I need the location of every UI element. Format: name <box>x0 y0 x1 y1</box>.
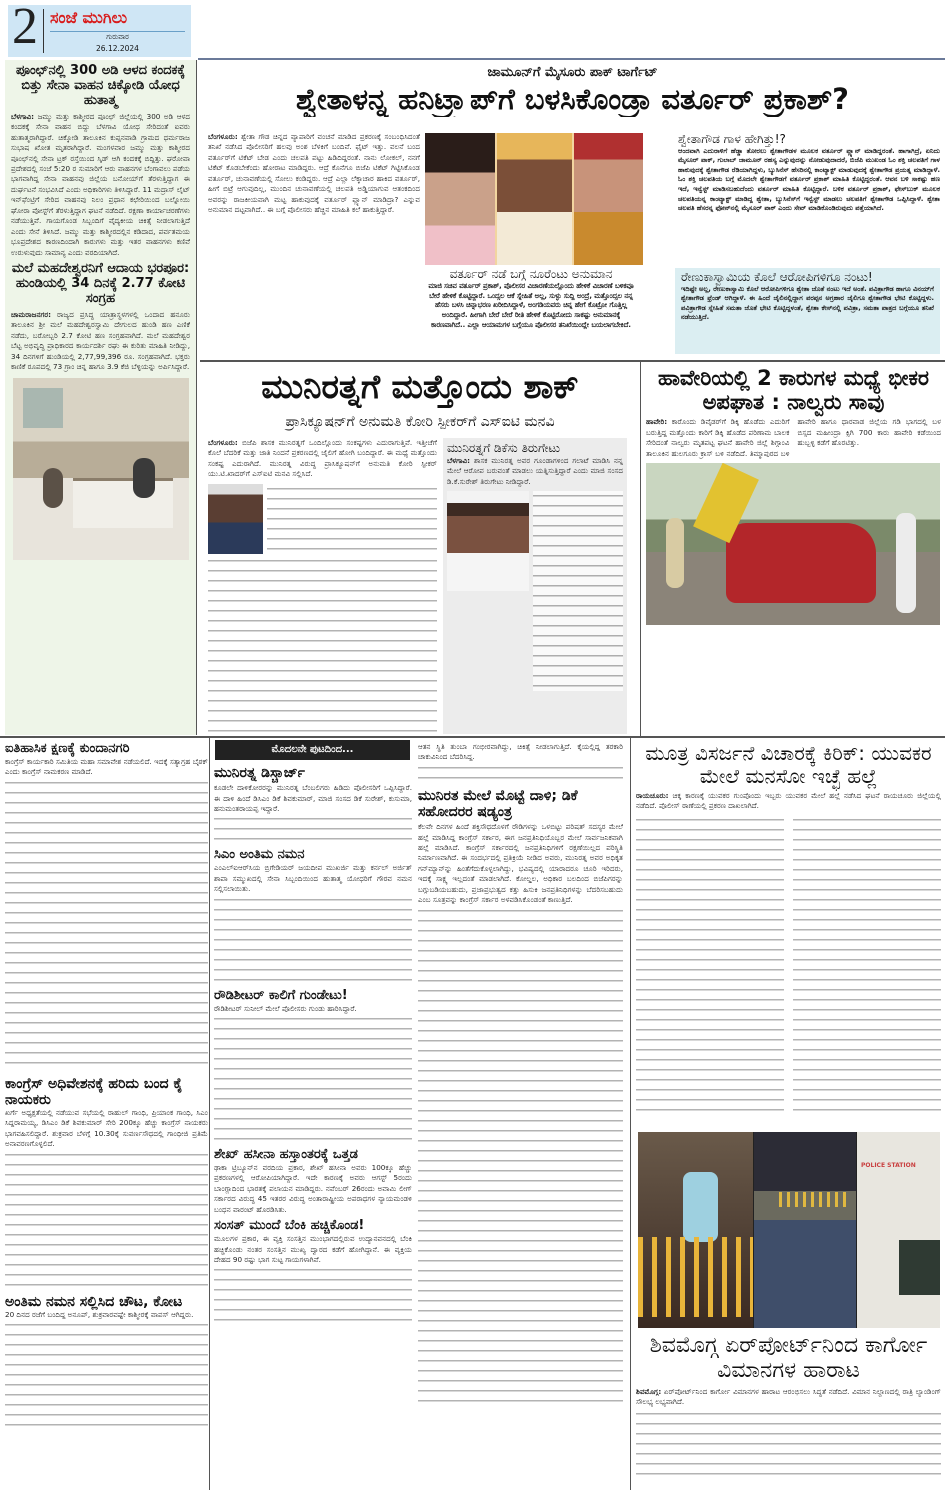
sidebar-body: ಆಂದವಾಗಿ ಎದುರಾಳಿಗೆ ಹೆಡ್ಡಾ ತೋರಲು ಶ್ವೇತಾಗೌಡಳ ಮೂಲಕ ವರ್ತೂರ್ ಪ್ಲ್ಯಾನ್ ಮಾಡಿದ್ದರಂತೆ. ಹಾಗಾಗಿದ್ರೆ, ಏನಿದು ಮೈಸೂರ್ ಪಾಕ್, ಗುಲಾಬ್ ಜಾಮೂನ್ ರಹಸ್ಯ ಎನ್ನುವುದನ್ನು ನೋಡುವುದಾದರೆ, ಬಿಜೆಪಿ ಮುಖಂಡ ಓಂ ಶಕ್ತಿ ಚಲಪತಿಗೆ ಗಾಳ ಹಾಕುವುದಕ್ಕೆ ಶ್ವೇತಾಗೌಡ ರೆಡಿಯಾಗಿದ್ದಳು, ಬ್ಯುಸಿನೆಸ್ ಹೆಸರಿನಲ್ಲಿ ಕಾಂಟ್ಯಾಕ್ಟ್ ಮಾಡುವುದಕ್ಕೆ ಶ್ವೇತಾಗೌಡ ಪ್ರಯತ್ನ ಮಾಡಿದ್ದಾಳೆ. ಓಂ ಶಕ್ತಿ ಚಲಪತಿಯ ಬಗ್ಗೆ ಮೊದಲೇ ಶ್ವೇತಾಗೌಡಗೆ ವರ್ತೂರ್ ಪ್ರಕಾಶ್ ಮಾಹಿತಿ ಕೊಟ್ಟಿದ್ದರಂತೆ. ಆವನ ಬಳಿ ಸಾಕಷ್ಟು ಹಣ ಇದೆ, ಇನ್ವೆಸ್ಟ್ ಮಾಡಿಸಬಹುದೆಂದು ವರ್ತೂರ್ ಮಾಹಿತಿ ಕೊಟ್ಟಿದ್ದಾರೆ. ಬಳಿಕ ವರ್ತೂರ್ ಪ್ರಕಾಶ್, ಫೇಸ್‌ಬುಕ್ ಮೂಲಕ ಚಲಪತಿಯನ್ನ ಕಾಂಟ್ಯಾಕ್ಟ್ ಮಾಡಿದ್ದ ಶ್ವೇತಾ, ಬ್ಯುಸಿನೆಸ್‌ಗೆ ಇನ್ವೆಸ್ಟ್ ಮಾಡಲು ಚಲಪತಿಗೆ ಶ್ವೇತಾಗೌಡ ಒಪ್ಪಿಸಿದ್ದಾಳೆ. ಶ್ವೇತಾ ಚಲಪತಿ ಹೆಸರನ್ನ ಫೋನ್‌ನಲ್ಲಿ ಮೈಸೂರ್ ಪಾಕ್ ಎಂದು ಸೇವ್ ಮಾಡಿಕೊಂಡಿರುವುದು ಪತ್ತೆಯಾಗಿದೆ. <box>678 146 940 213</box>
dateline: ಶಿವಮೊಗ್ಗ: <box>636 1386 662 1396</box>
story-body: ಚಿಕ್ಕ ಕಾರಣಕ್ಕೆ ಯುವಕರ ಗುಂಪೊಂದು ಇಬ್ಬರು ಯುವಕರ ಮೇಲೆ ಹಲ್ಲೆ ನಡೆಸಿದ ಘಟನೆ ರಾಯಚೂರು ಜಿಲ್ಲೆಯಲ್ಲಿ ನಡೆದಿದೆ. ಪೊಲೀಸ್ ಠಾಣೆಯಲ್ಲಿ ಪ್ರಕರಣ ದಾಖಲಾಗಿದೆ. <box>636 791 941 811</box>
story-body: ಆತನ ಸ್ಥಿತಿ ತುಂಬಾ ಗಂಭೀರವಾಗಿದ್ದು, ಚಿಕಿತ್ಸೆ ನೀಡಲಾಗುತ್ತಿದೆ. ಕೈಯಲ್ಲಿದ್ದ ತರಕಾರಿ ಚಾಕುವಿನಿಂದ ಬೆದರಿಸಿದ್ದ. <box>418 742 623 762</box>
box-body: ಶಾಸಕ ಮುನಿರತ್ನ ಅವರ ಗೂಂಡಾಗಳಿಂದ ಗಲಾಟೆ ಮಾಡಿಸಿ ನನ್ನ ಮೇಲೆ ಆರೋಪ ಬರುವಂತೆ ಮಾಡಲು ಯತ್ನಿಸುತ್ತಿದ್ದಾರೆ ಎಂದು ಮಾಜಿ ಸಂಸದ ಡಿ.ಕೆ.ಸುರೇಶ್ ತಿರುಗೇಟು ನೀಡಿದ್ದಾರೆ. <box>447 455 623 486</box>
story-body: ಶ್ವೇತಾ ಗೌಡ ಚಿನ್ನದ ವ್ಯಾಪಾರಿಗೆ ವಂಚನೆ ಮಾಡಿದ ಪ್ರಕರಣಕ್ಕೆ ಸಂಬಂಧಿಸಿದಂತೆ ತನಿಖೆ ನಡೆಸಿದ ಪೊಲೀಸರಿಗೆ ಹಲವು ಅಂಶ ಬೆಳಕಿಗೆ ಬಂದಿವೆ. ಫೈಟ್ ಇತ್ತು. ವಲನೆ ಬಂದ ವರ್ತೂರ್‌ಗೆ ಟಿಕೆಟ್ ಬೇಡ ಎಂದು ಚಲಪತಿ ಪಟ್ಟು ಹಿಡಿದಿದ್ದರಂತೆ. ನಾನು ಲೋಕಲ್, ನನಗೆ ಟಿಕೆಟ್ ಕೊಡಬೇಕೆಂದು ಹೋರಾಟ ಮಾಡಿದ್ದರು. ಆದ್ರೆ ಕೊನೆಗೂ ಬಿಜೆಪಿ ಟಿಕೆಟ್ ಗಿಟ್ಟಿಸಿಕೊಂಡ ವರ್ತೂರ್, ಚುನಾವಣೆಯಲ್ಲಿ ಸೋಲು ಕಂಡಿದ್ದರು. ಆದ್ರೆ ಎಲ್ಲಾ ಲೆಕ್ಕಾಚಾರ ಹಾಕಿದ ವರ್ತೂರ್, ಹೀಗೆ ಬಿಟ್ರೆ ಆಗುವುದಿಲ್ಲ, ಮುಂದಿನ ಚುನಾವಣೆಯಲ್ಲಿ ಚಲಪತಿ ಅಡ್ಡಿಯಾಗುವ ಆತಂಕದಿಂದ ಅವರನ್ನು ರಾಜಕೀಯವಾಗಿ ಮಟ್ಟ ಹಾಕುವುದಕ್ಕೆ ವರ್ತೂರ್ ಪ್ಲ್ಯಾನ್ ಮಾಡಿದ್ರಾ? ಎನ್ನುವ ಅನುಮಾನ ದಟ್ಟವಾಗಿದೆ.. ಈ ಬಗ್ಗೆ ಪೊಲೀಸರು ಹೆಚ್ಚಿನ ಮಾಹಿತಿ ಕಲೆ ಹಾಕುತ್ತಿದ್ದಾರೆ. <box>208 132 420 215</box>
dateline: ಬೆಂಗಳೂರು: <box>208 438 238 447</box>
photo-urination-incident <box>638 1132 940 1328</box>
masthead <box>8 0 191 57</box>
lead-headline: ಶ್ವೇತಾಳನ್ನ ಹನಿಟ್ರ್ಯಾಪ್‌ಗೆ ಬಳಸಿಕೊಂಡ್ರಾ ವರ್ತೂರ್ ಪ್ರಕಾಶ್? <box>296 82 849 116</box>
urination-story <box>636 742 941 1127</box>
photo-official <box>208 484 263 554</box>
headline: ರೌಡಿಶೀಟರ್ ಕಾಲಿಗೆ ಗುಂಡೇಟು! <box>214 987 348 1003</box>
headline: ಮುನಿರತ್ನ ಡಿಸ್ಚಾರ್ಜ್ <box>214 765 305 781</box>
lead-kicker: ಜಾಮೂನ್‌ಗೆ ಮೈಸೂರು ಪಾಕ್ ಟಾರ್ಗೆಟ್ <box>487 65 658 80</box>
dk-suresh-box <box>443 438 627 734</box>
story-body: ಬಿಜೆಪಿ ಶಾಸಕ ಮುನಿರತ್ನಗೆ ಒಂದಿಲ್ಲೊಂದು ಸಂಕಷ್ಟಗಳು ಎದುರಾಗುತ್ತಿವೆ. ಇತ್ತೀಚೆಗೆ ಕೊಲೆ ಬೆದರಿಕೆ ಮತ್ತು ಜಾತಿ ನಿಂದನೆ ಪ್ರಕರಣದಲ್ಲಿ ಜೈಲಿಗೆ ಹೋಗಿ ಬಂದಿದ್ದಾರೆ. ಈ ಮಧ್ಯೆ ಮತ್ತೊಂದು ಸಂಕಷ್ಟ ಎದುರಾಗಿದೆ. ಮುನಿರತ್ನ ವಿರುದ್ಧ ಪ್ರಾಸಿಕ್ಯೂಷನ್‌ಗೆ ಅನುಮತಿ ಕೋರಿ ಸ್ಪೀಕರ್ ಯು.ಟಿ.ಖಾದರ್‌ಗೆ ಎಸ್‌ಐಟಿ ಮನವಿ ಸಲ್ಲಿಸಿದೆ. <box>208 438 437 479</box>
headline: ಶೇಖ್ ಹಸೀನಾ ಹಸ್ತಾಂತರಕ್ಕೆ ಒತ್ತಡ <box>214 1147 358 1163</box>
photo-caption <box>425 268 637 358</box>
box-body: ಇದಿಷ್ಟೇ ಅಲ್ಲ, ರೇಣುಕಾಸ್ವಾಮಿ ಕೊಲೆ ಆರೋಪಿಗಳಿಗೂ ಶ್ವೇತಾ ಜೊತೆ ನಂಟು ಇದೆ ಅಂತೆ. ಪವಿತ್ರಾಗೌಡ ಹಾಗೂ ವಿನಯ್‌ಗೆ ಶ್ವೇತಾಗೌಡ ಫ್ರೆಂಡ್ ಆಗಿದ್ದಾಳೆ. ಈ ಹಿಂದೆ ಜೈಲಿನಲ್ಲಿದ್ದಾಗ ಪರಪ್ಪನ ಅಗ್ರಹಾರ ಜೈಲಿಗೂ ಶ್ವೇತಾಗೌಡ ಭೇಟಿ ಕೊಟ್ಟಿದ್ದಳು. ಪವಿತ್ರಾಗೌಡ ಸ್ನೇಹಿತೆ ಸಮತಾ ಜೊತೆ ಭೇಟಿ ಕೊಟ್ಟಿದ್ದಳಂತೆ, ಶ್ವೇತಾ ಕೇಸ್‌ನಲ್ಲಿ ಪವಿತ್ರಾ, ಸಮತಾ ಪಾತ್ರದ ಬಗ್ಗೆಯೂ ತನಿಖೆ ನಡೆಯುತ್ತಿದೆ. <box>681 284 934 322</box>
story-body: ಕಾರೊಂದು ಡಿವೈಡರ್‌ಗೆ ಡಿಕ್ಕಿ ಹೊಡೆದು ಎದುರಿಗೆ ಬರುತ್ತಿದ್ದ ಮತ್ತೊಂದು ಕಾರಿಗೆ ಡಿಕ್ಕಿ ಹೊಡೆದ ಪರಿಣಾಮ ಬಾಲಕ ಸೇರಿದಂತೆ ನಾಲ್ವರು ಮೃತಪಟ್ಟ ಘಟನೆ ಹಾವೇರಿ ಜಿಲ್ಲೆ ಶಿಗ್ಗಾಂವಿ ತಾಲೂಕಿನ ಹುಲಗೂರು ಕ್ರಾಸ್ ಬಳಿ ನಡೆದಿದೆ. ತಿಮ್ಮಾಪುರದ ಬಳಿ ಹಾವೇರಿ ಹಾಗೂ ಧಾರವಾಡ ಜಿಲ್ಲೆಯ ಗಡಿ ಭಾಗದಲ್ಲಿ ಬಳ ಬಿಸ್ಸದ ಮಹೀಂದ್ರಾ ಕ್ಸಿಗಿ 700 ಕಾರು ಹಾವೇರಿ ಕಡೆಯಿಂದ ಹುಬ್ಬಳ್ಳಿ ಕಡೆಗೆ ಹೊರಟಿತ್ತು. <box>646 417 941 458</box>
story-body: ಕೆಲವೇ ದಿನಗಳ ಹಿಂದೆ ಶಕ್ತಿಸೌಧದೊಳಗೆ ರೌಡಿಗಳನ್ನು ಒಳಬಿಟ್ಟು ಪರಿಷತ್ ಸದಸ್ಯರ ಮೇಲೆ ಹಲ್ಲೆ ಮಾಡಿಸಿದ್ದ ಕಾಂಗ್ರೆಸ್ ಸರ್ಕಾರ, ಈಗ ಜನಪ್ರತಿನಿಧಿಯೊಬ್ಬರ ಮೇಲೆ ಸಾರ್ವಜನಿಕವಾಗಿ ಹಲ್ಲೆ ಮಾಡಿಸಿದೆ. ಕಾಂಗ್ರೆಸ್ ಸರ್ಕಾರದಲ್ಲಿ ಜನಪ್ರತಿನಿಧಿಗಳಿಗೆ ರಕ್ಷಣೆಯಿಲ್ಲದ ಪರಿಸ್ಥಿತಿ ನಿರ್ಮಾಣವಾಗಿದೆ. ಈ ಸಂದರ್ಭದಲ್ಲಿ ಪ್ರತಿಕ್ರಿಯೆ ನೀಡಿದ ಅವರು, ಮುನಿರತ್ನ ಅವರ ಅಧಿಕೃತ ಗನ್‌ಮ್ಯಾನ್‌ನ್ನು ಹಿಂತೆಗೆದುಕೊಳ್ಳಲಾಗಿದ್ದು, ಭವಿಷ್ಯದಲ್ಲಿ ಯಾರಾದರೂ ಚೂರಿ ಇರಿದರು, ಇದಕ್ಕೆ ಸಾಕ್ಷ್ಯ ಇಲ್ಲದಂತೆ ಮಾಡಲಾಗಿದೆ. ಕೋಲ್ಡಲ, ಅಧಿಕಾರ ಬಲದಿಂದ ಬಿಜೆಪಿಗರನ್ನು ಬಗ್ಗುಬಡಿಯಬಹುದು, ಪ್ರಜಾಪ್ರಭುತ್ವದ ಕತ್ತು ಹಿಸುಕಿ ಜನಪ್ರತಿನಿಧಿಗಳನ್ನು ಬೆದರಿಸಬಹುದು ಎಂಬ ಸೂತ್ರವನ್ನು ಕಾಂಗ್ರೆಸ್ ಸರ್ಕಾರ ಅಳವಡಿಸಿಕೊಂಡಂತೆ ಕಾಣುತ್ತಿದೆ. <box>418 822 623 905</box>
photo-crowd <box>638 1132 753 1328</box>
lead-header <box>200 64 945 130</box>
headline: ಅಂತಿಮ ನಮನ ಸಲ್ಲಿಸಿದ ಚೌಟ, ಕೋಟ <box>5 1293 183 1310</box>
accident-story <box>646 366 941 734</box>
photo-caption-body: ಮಾಜಿ ಸಚಿವ ವರ್ತೂರ್ ಪ್ರಕಾಶ್, ಪೊಲೀಸರ ವಿಚಾರಣೆಯಲ್ಲೊಂದು ಹೇಳಿಕೆ ವಿಚಾರಣೆ ಬಳಿಕವೂ ಬೇರೆ ಹೇಳಿಕೆ ಕೊಟ್ಟಿದ್ದಾರೆ. ಒಂದ್ಸಲ ಆಕೆ ಸ್ನೇಹಿತೆ ಅಲ್ಲ, ಸುಳ್ಳು ಸುದ್ದಿ ಅಂದ್ರೆ, ಮತ್ತೊಂದ್ಸಲ ನನ್ನ ಹೆಸರು ಬಳಸಿ ಚಿನ್ನಾಭರಣ ಖರೀದಿಸಿದ್ದಾಳೆ, ಅಂಗಡಿಯವರು ಚಿನ್ನ ಹೇಗೆ ಕೊಟ್ರೋ ಗೊತ್ತಿಲ್ಲ ಅಂದಿದ್ದಾರೆ. ಹೀಗಾಗಿ ಬೇರೆ ಬೇರೆ ರೀತಿ ಹೇಳಿಕೆ ಕೊಟ್ಟಿರೋದು ಸಾಕಷ್ಟು ಅನುಮಾನಕ್ಕೆ ಕಾರಣವಾಗಿದೆ.. ಎಲ್ಲಾ ಆಯಾಮಗಳ ಬಗ್ಗೆಯೂ ಪೊಲೀಸರ ತನಿಖೆಯಿಂದ್ಲೇ ಬಯಲಾಗಬೇಕಿದೆ. <box>428 281 634 330</box>
airport-body <box>636 1387 941 1408</box>
photo-police-station <box>857 1132 940 1328</box>
accident-headline: ಹಾವೇರಿಯಲ್ಲಿ 2 ಕಾರುಗಳ ಮಧ್ಯೆ ಭೀಕರ ಅಪಘಾತ : ನಾಲ್ವರು ಸಾವು <box>657 366 930 415</box>
accident-body <box>646 417 941 459</box>
munirathna-story <box>205 366 635 734</box>
continued-col2 <box>418 742 623 1487</box>
police-station-sign: POLICE STATION <box>861 1162 916 1169</box>
story-poonch <box>5 60 196 258</box>
lead-photos <box>425 133 643 265</box>
story-body: ಕೂಡಲೇ ದಾಳಿಕೋರರನ್ನು ಮುನಿರತ್ನ ಬೆಂಬಲಿಗರು ಹಿಡಿದು ಪೊಲೀಸರಿಗೆ ಒಪ್ಪಿಸಿದ್ದಾರೆ. ಈ ದಾಳಿ ಹಿಂದೆ ಡಿಸಿಎಂ ಡಿಕೆ ಶಿವಕುಮಾರ್, ಮಾಜಿ ಸಂಸದ ಡಿಕೆ ಸುರೇಶ್, ಕುಸುಮಾ, ಹನುಮಂತರಾಯಪ್ಪ ಇದ್ದಾರೆ. <box>214 783 412 813</box>
lead-body <box>208 132 420 357</box>
left-column-top <box>5 60 197 735</box>
paper-name-logo: ಸಂಜೆ ಮುಗಿಲು <box>50 8 128 27</box>
headline: ಮಲೆ ಮಹದೇಶ್ವರನಿಗೆ ಆದಾಯ ಭರಪೂರ: ಹುಂಡಿಯಲ್ಲಿ 34 ದಿನಕ್ಕೆ 2.77 ಕೋಟಿ ಸಂಗ್ರಹ <box>11 260 190 306</box>
dateline: ಬೆಳಗಾವಿ: <box>11 111 35 121</box>
story-body: ಎಂಎಲ್‌ಐಆರ್‌ಸಿಯ ಬ್ರಿಗೇಡಿಯರ್ ಜಯದೀಪ ಮುಖರ್ಜಿ ಮತ್ತು ಕರ್ನಲ್ ಅರ್ಜಿತ್ ಶಾಪಾ ಸಮ್ಮುಖದಲ್ಲಿ ಸೇನಾ ಸಿಬ್ಬಂದಿಯಿಂದ ಹುತಾತ್ಮ ಯೋಧರಿಗೆ ಗೌರವ ನಮನ ಸಲ್ಲಿಸಲಾಯಿತು. <box>214 863 412 894</box>
munirathna-body <box>208 438 437 480</box>
box-headline: ಮುನಿರತ್ನಗೆ ಡಿಕೆಸು ತಿರುಗೇಟು <box>447 441 561 455</box>
photo-street <box>754 1132 856 1328</box>
headline: ಮುನಿರತ ಮೇಲೆ ಮೊಟ್ಟೆ ದಾಳಿ; ಡಿಕೆ ಸಹೋದರರ ಷಡ್ಯಂತ್ರ <box>418 787 578 820</box>
headline: ಸಿಎಂ ಅಂತಿಮ ನಮನ <box>214 847 305 863</box>
issue-day: ಗುರುವಾರ <box>106 33 129 41</box>
story-body: ಕಾಂಗ್ರೆಸ್ ಕಾರ್ಯಕಾರಿ ಸಮಿತಿಯ ಮಹಾ ಸಮಾವೇಶ ನಡೆಯಲಿದೆ. ಇದಕ್ಕೆ ಸತ್ಯಾಗ್ರಹ ಬೈಠಕ್ ಎಂದು ಕಾಂಗ್ರೆಸ್ ನಾಮಕರಣ ಮಾಡಿದೆ. <box>5 756 208 777</box>
munirathna-body-continued <box>208 556 437 734</box>
photo-woman <box>574 133 643 265</box>
page-number: 2 <box>12 0 38 55</box>
urination-headline: ಮೂತ್ರ ವಿಸರ್ಜನೆ ವಿಚಾರಕ್ಕೆ ಕಿರಿಕ್: ಯುವಕರ ಮೇಲೆ ಮನಸೋ ಇಚ್ಛೆ ಹಲ್ಲೆ <box>645 742 932 788</box>
bottom-left-column <box>5 742 208 1487</box>
photo-varthur-prakash <box>497 133 572 265</box>
photo-dk-suresh <box>447 491 529 591</box>
story-body: 20 ದಿನದ ರಜೆಗೆ ಬಂದಿದ್ದ ಅನೂಪ್, ಶುಕ್ರವಾರವಷ್ಟೇ ಕಾಶ್ಮೀರಕ್ಕೆ ವಾಪಸ್ ಆಗಿದ್ದರು. <box>5 1309 194 1319</box>
story-body: ರಾಜ್ಯದ ಪ್ರಸಿದ್ಧ ಯಾತ್ರಾಸ್ಥಳಗಳಲ್ಲಿ ಒಂದಾದ ಹನೂರು ತಾಲೂಕಿನ ಶ್ರೀ ಮಲೆ ಮಹದೇಶ್ವರಸ್ವಾಮಿ ದೇಗುಲದ ಹುಂಡಿ ಹಣ ಎಣಿಕೆ ನಡೆದು, ಬರೋಬ್ಬರಿ 2.7 ಕೋಟಿ ಹಣ ಸಂಗ್ರಹವಾಗಿದೆ. ಮಲೆ ಮಹದೇಶ್ವರ ಬೆಟ್ಟ ಅಭಿವೃದ್ಧಿ ಪ್ರಾಧಿಕಾರದ ಕಾರ್ಯದರ್ಶಿ ರಘು ಈ ಕುರಿತು ಮಾಹಿತಿ ನೀಡಿದ್ದು, 34 ದಿನಗಳಿಗೆ ಹುಂಡಿಯಲ್ಲಿ 2,77,99,396 ರೂ. ಸಂಗ್ರಹವಾಗಿದೆ. ಭಕ್ತರು ಕಾಣಿಕೆ ರೂಪದಲ್ಲಿ 73 ಗ್ರಾಂ ಚಿನ್ನ ಹಾಗೂ 3.9 ಕೆಜಿ ಬೆಳ್ಳಿಯನ್ನು ಅರ್ಪಿಸಿದ್ದಾರೆ. <box>11 309 190 371</box>
headline: ಕಾಂಗ್ರೆಸ್ ಅಧಿವೇಶನಕ್ಕೆ ಹರಿದು ಬಂದ ಕೈ ನಾಯಕರು <box>5 1075 183 1108</box>
urination-body <box>636 791 941 812</box>
dateline: ಚಾಮರಾಜನಗರ: <box>11 309 52 319</box>
headline: ಸಂಸತ್ ಮುಂದೆ ಬೆಂಕಿ ಹಚ್ಚಿಕೊಂಡ! <box>214 1218 365 1234</box>
photo-caption-headline: ವರ್ತೂರ್ ನಡೆ ಬಗ್ಗೆ ನೂರೆಂಟು ಅನುಮಾನ <box>449 268 613 281</box>
airport-headline: ಶಿವಮೊಗ್ಗ ಏರ್‌ಪೋರ್ಟ್‌ನಿಂದ ಕಾರ್ಗೋ ವಿಮಾನಗಳ ಹಾರಾಟ <box>649 1333 928 1384</box>
photo-accident <box>646 463 940 625</box>
munirathna-subhead: ಪ್ರಾಸಿಕ್ಯೂಷನ್‌ಗೆ ಅನುಮತಿ ಕೋರಿ ಸ್ಪೀಕರ್‌ಗೆ ಎಸ್‌ಐಟಿ ಮನವಿ <box>285 414 555 430</box>
dateline: ಬೆಂಗಳೂರು: <box>208 132 238 141</box>
continued-col1 <box>214 765 412 1487</box>
story-body: ಖರ್ಗೆ ಅಧ್ಯಕ್ಷತೆಯಲ್ಲಿ ನಡೆಯುವ ಸಭೆಯಲ್ಲಿ ರಾಹುಲ್ ಗಾಂಧಿ, ಪ್ರಿಯಾಂಕ ಗಾಂಧಿ, ಸಿಎಂ ಸಿದ್ದರಾಮಯ್ಯ, ಡಿಸಿಎಂ ಡಿಕೆ ಶಿವಕುಮಾರ್ ಸೇರಿ 200ಕ್ಕೂ ಹೆಚ್ಚು ಕಾಂಗ್ರೆಸ್ ನಾಯಕರು ಭಾಗವಹಿಸಲಿದ್ದಾರೆ. ಶುಕ್ರವಾರ ಬೆಳಗ್ಗೆ 10.30ಕ್ಕೆ ಸುವರ್ಣಸೌಧದಲ್ಲಿ ಗಾಂಧೀಜಿ ಪ್ರತಿಮೆ ಅನಾವರಣಗೊಳ್ಳಲಿದೆ. <box>5 1108 208 1149</box>
airport-story <box>636 1333 941 1488</box>
headline: ಪೂಂಛ್‌ನಲ್ಲಿ 300 ಅಡಿ ಆಳದ ಕಂದಕಕ್ಕೆ ಬಿತ್ತು ಸೇನಾ ವಾಹನ ಚಿಕ್ಕೋಡಿ ಯೋಧ ಹುತಾತ್ಮ <box>15 63 185 108</box>
dateline: ರಾಯಚೂರು: <box>636 791 669 800</box>
sidebar-headline: ಶ್ವೇತಾಗೌಡ ಗಾಳ ಹೇಗಿತ್ತು!? <box>678 133 786 146</box>
story-body: ಮೂಲಗಳ ಪ್ರಕಾರ, ಈ ವ್ಯಕ್ತಿ ಸಂಸತ್ತಿನ ಮುಂಭಾಗದಲ್ಲಿರುವ ಉದ್ಯಾನವನದಲ್ಲಿ ಬೆಂಕಿ ಹಚ್ಚಿಕೊಂಡು ನಂತರ ಸಂಸತ್ತಿನ ಮುಖ್ಯ ದ್ವಾರದ ಕಡೆಗೆ ಹೋಗಿದ್ದಾನೆ. ಈ ವ್ಯಕ್ತಿಯ ದೇಹದ 90 ರಷ್ಟು ಭಾಗ ಸುಟ್ಟ ಗಾಯಗಳಾಗಿವೆ. <box>214 1234 412 1264</box>
story-male-mahadeshwara <box>5 258 196 372</box>
sidebar-how-honeytrap <box>678 133 940 263</box>
story-body: ಏರ್‌ಪೋರ್ಟ್‌ನಿಂದ ಕಾರ್ಗೋ ವಿಮಾನಗಳ ಹಾರಾಟ ಆರಂಭಿಸಲು ಸಿದ್ಧತೆ ನಡೆದಿದೆ. ವಿಮಾನ ನಿಲ್ದಾಣದಲ್ಲಿ ರಾತ್ರಿ ಲ್ಯಾಂಡಿಂಗ್ ಸೌಲಭ್ಯ ಲಭ್ಯವಾಗಿದೆ. <box>636 1386 941 1407</box>
photo-shwetha <box>425 133 495 265</box>
story-body: ಢಾಕಾ ಟ್ರಿಬ್ಯೂನ್‌ನ ವರದಿಯ ಪ್ರಕಾರ, ಶೇಖ್ ಹಸೀನಾ ಅವರು 100ಕ್ಕೂ ಹೆಚ್ಚು ಪ್ರಕರಣಗಳಲ್ಲಿ ಆರೋಪಿಯಾಗಿದ್ದಾರೆ. ಇದೇ ಕಾರಣಕ್ಕೆ ಅವರು ಆಗಸ್ಟ್ 5ರಂದು ಬಾಂಗ್ಲಾದಿಂದ ಭಾರತಕ್ಕೆ ಪಲಾಯನ ಮಾಡಿದ್ದರು. ನವೆಂಬರ್ 26ರಂದು ಅವಾಮಿ ಲೀಗ್ ಸರ್ಕಾರದ ವಿರುದ್ಧ 45 ಇತರರ ವಿರುದ್ಧ ಅಂತಾರಾಷ್ಟ್ರೀಯ ಅಪರಾಧಗಳ ನ್ಯಾಯಮಂಡಳಿ ಬಂಧನ ವಾರಂಟ್ ಹೊರಡಿಸಿತು. <box>214 1162 412 1214</box>
continued-label: ಮೊದಲನೇ ಪುಟದಿಂದ... <box>215 740 410 760</box>
box-headline: ರೇಣುಕಾಸ್ವಾಮಿಯ ಕೊಲೆ ಆರೋಪಿಗಳಿಗೂ ನಂಟು! <box>681 270 873 284</box>
headline: ಐತಿಹಾಸಿಕ ಕ್ಷಣಕ್ಕೆ ಕುಂದಾನಗರಿ <box>5 742 130 756</box>
issue-date: 26.12.2024 <box>96 44 139 53</box>
dateline: ಬೆಳಗಾವಿ: <box>447 455 471 465</box>
munirathna-headline: ಮುನಿರತ್ನಗೆ ಮತ್ತೊಂದು ಶಾಕ್ <box>261 367 579 406</box>
dateline: ಹಾವೇರಿ: <box>646 417 668 427</box>
story-body: ಜಮ್ಮು ಮತ್ತು ಕಾಶ್ಮೀರದ ಪೂಂಛ್ ಜಿಲ್ಲೆಯಲ್ಲಿ 300 ಅಡಿ ಆಳದ ಕಂದಕಕ್ಕೆ ಸೇನಾ ವಾಹನ ಬಿದ್ದು ಬೆಳಗಾವಿ ಯೋಧ ಸೇರಿದಂತೆ ಐವರು ಹುತಾತ್ಮರಾಗಿದ್ದಾರೆ. ಚಿಕ್ಕೋಡಿ ತಾಲೂಕಿನ ಕುಪ್ಪನವಾಡಿ ಗ್ರಾಮದ ಧರ್ಮರಾಜ ಸುಭಾಷ ಖೋತ ಮೃತರಾಗಿದ್ದಾರೆ. ಮಂಗಳವಾರ ಜಮ್ಮು ಮತ್ತು ಕಾಶ್ಮೀರದ ಪೂಂಛ್‌ನಲ್ಲಿ ಸೇನಾ ಟ್ರಕ್ ರಸ್ತೆಯಿಂದ ಸ್ಕಿಡ್ ಆಗಿ ಕಂದಕಕ್ಕೆ ಬಿದ್ದಿತ್ತು. ಘರೋವಾ ಪ್ರದೇಶದಲ್ಲಿ ಸಂಜೆ 5:20 ರ ಸುಮಾರಿಗೆ ಆರು ವಾಹನಗಳ ಬೆಂಗಾವಲು ಪಡೆಯ ಭಾಗವಾಗಿದ್ದ ಸೇನಾ ವಾಹನವು ಜಿಲ್ಲೆಯ ಬನೋಯ್‌ಗೆ ತೆರಳುತ್ತಿದ್ದಾಗ ಈ ದುರ್ಘಟನೆ ಸಂಭವಿಸಿದೆ ಎಂದು ಅಧಿಕಾರಿಗಳು ತಿಳಿಸಿದ್ದಾರೆ. 11 ಮದ್ರಾಸ್ ಲೈಟ್ ಇನ್‌ಫೆಂಟ್ರಿಗೆ ಸೇರಿದ ವಾಹನವು ನಿಲಂ ಪ್ರಧಾನ ಕಛೇರಿಯಿಂದ ಬಲ್ನೋಯಿ ಘೋರಾ ಪೋಸ್ಟ್‌ಗೆ ತೆರಳುತ್ತಿದ್ದಾಗ ಘಟನೆ ನಡೆದಿದೆ. ರಕ್ಷಣಾ ಕಾರ್ಯಾಚರಣೆಗಳು ನಡೆಯುತ್ತಿವೆ. ಗಾಯಗೊಂಡ ಸಿಬ್ಬಂದಿಗೆ ವೈದ್ಯಕೀಯ ಚಿಕಿತ್ಸೆ ನೀಡಲಾಗುತ್ತಿದೆ ಎಂದು ಸೇನೆ ತಿಳಿಸಿದೆ. ಜಮ್ಮು ಮತ್ತು ಕಾಶ್ಮೀರದಲ್ಲಿನ ಕಡಿದಾದ, ಪರ್ವತಮಯ ಭೂಪ್ರದೇಶದ ಕಾರಣದಿಂದಾಗಿ ಕಾರುಗಳು ಮತ್ತು ಇತರ ವಾಹನಗಳು ಕಣಿವೆ ಉರುಳುವುದು ಸಾಮಾನ್ಯ ಎಂದು ವರದಿಯಾಗಿದೆ. <box>11 111 190 257</box>
story-body: ರೌಡಿಶೀಟರ್ ಸುನೀಲ್ ಮೇಲೆ ಪೊಲೀಸರು ಗುಂಡು ಹಾರಿಸಿದ್ದಾರೆ. <box>214 1003 357 1013</box>
renukaswamy-box <box>675 268 940 354</box>
photo-hundi-counting <box>13 378 189 560</box>
